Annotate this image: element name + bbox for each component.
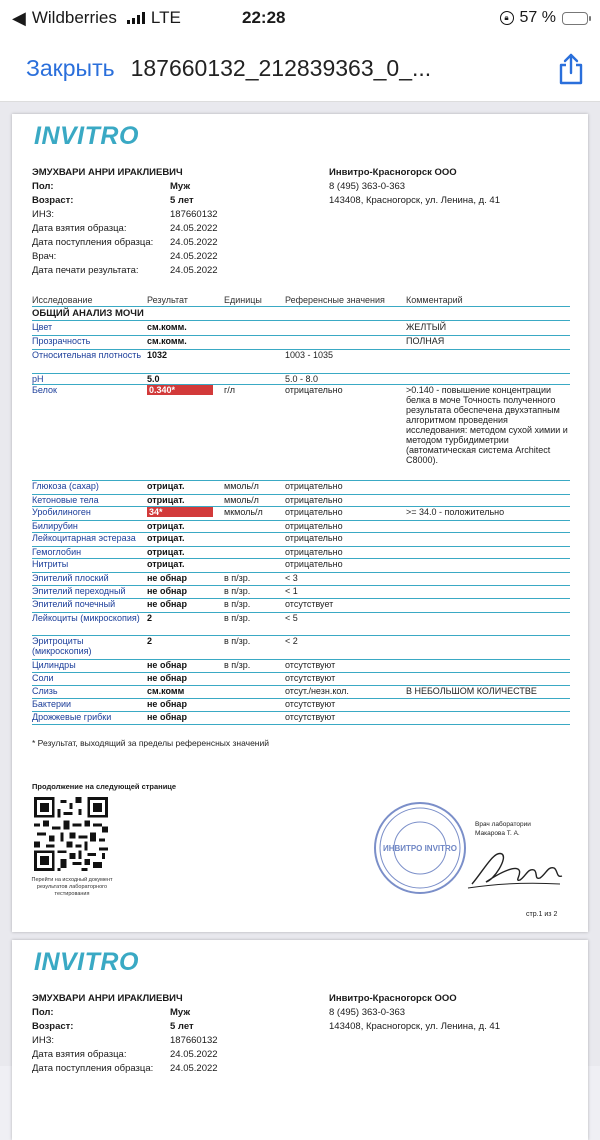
table-row xyxy=(32,385,570,481)
share-icon[interactable] xyxy=(556,52,586,86)
table-row xyxy=(32,559,570,573)
test-name: Лейкоциты (микроскопия) xyxy=(32,613,140,623)
test-name: Прозрачность xyxy=(32,336,91,346)
test-result: не обнар xyxy=(147,599,187,609)
patient-field xyxy=(32,1020,320,1034)
patient-field xyxy=(32,208,320,222)
lab-address: 143408, Красногорск, ул. Ленина, д. 41 xyxy=(329,195,500,206)
test-result: отрицат. xyxy=(147,521,185,531)
patient-field-label: ИНЗ: xyxy=(32,209,55,220)
col-header-result: Результат xyxy=(147,295,188,305)
document-title: 187660132_212839363_0_... xyxy=(130,55,432,81)
doctor-name: Макарова Т. А. xyxy=(475,830,520,837)
patient-field xyxy=(32,180,320,194)
patient-field-label: Возраст: xyxy=(32,195,74,206)
col-header-units: Единицы xyxy=(224,295,262,305)
close-button[interactable]: Закрыть xyxy=(26,55,115,81)
test-name: Эпителий почечный xyxy=(32,599,116,609)
patient-field-value: 24.05.2022 xyxy=(170,251,218,262)
table-row xyxy=(32,547,570,559)
test-name: Лейкоцитарная эстераза xyxy=(32,533,136,543)
patient-field-value: 5 лет xyxy=(170,1021,194,1032)
test-comment: >0.140 - повышение концентрации белка в моче Точность полученного результата обеспечена двухэтапным алгоритмом проведения исследования: методом сухой химии и методом турбидиметрии (автоматическая система Architect C8000). xyxy=(406,385,568,465)
table-row xyxy=(32,599,570,613)
test-reference: < 2 xyxy=(285,636,298,646)
footnote: * Результат, выходящий за пределы референсных значений xyxy=(32,738,269,748)
col-header-comment: Комментарий xyxy=(406,295,463,305)
test-result: 0.340* xyxy=(147,385,213,395)
stamp-text: ИНВИТРО INVITRO xyxy=(382,844,458,853)
test-name: Глюкоза (сахар) xyxy=(32,481,99,491)
patient-field-label: ИНЗ: xyxy=(32,1035,55,1046)
test-name: pH xyxy=(32,374,44,384)
test-reference: отрицательно xyxy=(285,521,343,531)
test-name: Соли xyxy=(32,673,54,683)
patient-field xyxy=(32,194,320,208)
test-name: Уробилиноген xyxy=(32,507,91,517)
network-label: LTE xyxy=(150,8,181,27)
test-reference: отсутствуют xyxy=(285,660,336,670)
patient-field-value: Муж xyxy=(170,1007,191,1018)
test-result: см.комм xyxy=(147,686,185,696)
test-result: 34* xyxy=(147,507,213,517)
table-row xyxy=(32,322,570,336)
invitro-logo: INVITRO xyxy=(34,122,139,150)
qr-caption: Перейти на исходный документ результатов лабораторного тестирования xyxy=(31,877,113,897)
test-reference: отсутствуют xyxy=(285,673,336,683)
test-reference: отсутствует xyxy=(285,599,334,609)
test-reference: отрицательно xyxy=(285,481,343,491)
patient-field-value: 24.05.2022 xyxy=(170,223,218,234)
back-to-app-icon[interactable]: ◀ xyxy=(12,7,26,28)
table-row xyxy=(32,660,570,673)
patient-field-label: Дата взятия образца: xyxy=(32,223,127,234)
patient-field xyxy=(32,264,320,278)
test-unit: в п/зр. xyxy=(224,586,251,596)
test-unit: г/л xyxy=(224,385,236,395)
table-row xyxy=(32,673,570,686)
navigation-bar xyxy=(0,36,600,102)
table-row xyxy=(32,573,570,586)
patient-field-label: Дата печати результата: xyxy=(32,265,139,276)
patient-field-value: 24.05.2022 xyxy=(170,237,218,248)
test-reference: < 5 xyxy=(285,613,298,623)
patient-field-label: Дата поступления образца: xyxy=(32,1063,154,1074)
patient-field-value: 24.05.2022 xyxy=(170,1063,218,1074)
table-row xyxy=(32,350,570,374)
lab-phone-page2: 8 (495) 363-0-363 xyxy=(329,1007,406,1018)
patient-name: ЭМУХВАРИ АНРИ ИРАКЛИЕВИЧ xyxy=(32,167,183,178)
test-result: не обнар xyxy=(147,673,187,683)
lab-name: Инвитро-Красногорск ООО xyxy=(329,167,457,178)
lab-stamp xyxy=(372,800,468,896)
test-comment: >= 34.0 - положительно xyxy=(406,507,505,517)
patient-field-value: 24.05.2022 xyxy=(170,265,218,276)
test-result: 1032 xyxy=(147,350,168,360)
test-unit: в п/зр. xyxy=(224,613,251,623)
test-result: см.комм. xyxy=(147,322,187,332)
battery-percent: 57 % xyxy=(519,9,556,26)
lab-address-page2: 143408, Красногорск, ул. Ленина, д. 41 xyxy=(329,1021,500,1032)
test-unit: ммоль/л xyxy=(224,495,259,505)
test-name: Эритроциты (микроскопия) xyxy=(32,636,92,656)
test-unit: в п/зр. xyxy=(224,599,251,609)
test-reference: отсут./незн.кол. xyxy=(285,686,349,696)
patient-name-page2: ЭМУХВАРИ АНРИ ИРАКЛИЕВИЧ xyxy=(32,993,183,1004)
patient-field xyxy=(32,222,320,236)
patient-field xyxy=(32,1048,320,1062)
test-result: не обнар xyxy=(147,573,187,583)
test-result: не обнар xyxy=(147,712,187,722)
test-result: отрицат. xyxy=(147,481,185,491)
table-row xyxy=(32,613,570,636)
test-reference: 5.0 - 8.0 xyxy=(285,374,319,384)
test-name: Цвет xyxy=(32,322,53,332)
lab-info-page2 xyxy=(329,992,500,1034)
test-comment: В НЕБОЛЬШОМ КОЛИЧЕСТВЕ xyxy=(406,686,537,696)
patient-field-label: Пол: xyxy=(32,181,54,192)
test-comment: ПОЛНАЯ xyxy=(406,336,445,346)
test-result: отрицат. xyxy=(147,547,185,557)
patient-field-label: Дата взятия образца: xyxy=(32,1049,127,1060)
test-name: Слизь xyxy=(32,686,58,696)
patient-field xyxy=(32,236,320,250)
lab-info xyxy=(329,166,500,208)
doctor-signature xyxy=(464,840,564,892)
test-reference: 1003 - 1035 xyxy=(285,350,334,360)
document-viewer[interactable] xyxy=(0,102,600,1074)
table-row xyxy=(32,533,570,547)
test-reference: отрицательно xyxy=(285,385,343,395)
document-page-2 xyxy=(12,940,588,1140)
patient-field-value: 187660132 xyxy=(170,209,218,220)
table-row xyxy=(32,586,570,599)
patient-field-value: 24.05.2022 xyxy=(170,1049,218,1060)
test-reference: отрицательно xyxy=(285,559,343,569)
status-right xyxy=(500,9,588,27)
table-row xyxy=(32,712,570,725)
test-unit: мкмоль/л xyxy=(224,507,263,517)
table-row xyxy=(32,374,570,385)
test-reference: отсутствуют xyxy=(285,712,336,722)
patient-field-value: 187660132 xyxy=(170,1035,218,1046)
test-reference: отрицательно xyxy=(285,547,343,557)
doctor-block xyxy=(475,820,531,838)
test-comment: ЖЕЛТЫЙ xyxy=(406,322,447,332)
test-name: Дрожжевые грибки xyxy=(32,712,112,722)
patient-field-label: Врач: xyxy=(32,251,57,262)
patient-info xyxy=(32,166,320,278)
patient-field-value: 5 лет xyxy=(170,195,194,206)
test-unit: в п/зр. xyxy=(224,660,251,670)
test-name: Гемоглобин xyxy=(32,547,82,557)
test-result: отрицат. xyxy=(147,559,185,569)
test-result: не обнар xyxy=(147,699,187,709)
patient-field xyxy=(32,250,320,264)
test-unit: в п/зр. xyxy=(224,636,251,646)
test-result: отрицат. xyxy=(147,495,185,505)
signal-icon xyxy=(127,12,145,24)
table-row xyxy=(32,521,570,533)
test-result: не обнар xyxy=(147,660,187,670)
test-result: 2 xyxy=(147,636,153,646)
test-name: Билирубин xyxy=(32,521,78,531)
orientation-lock-icon: 🔒︎ xyxy=(500,11,514,25)
battery-icon xyxy=(562,12,588,25)
continuation-note: Продолжение на следующей странице xyxy=(32,782,177,791)
test-name: Кетоновые тела xyxy=(32,495,99,505)
test-result: 5.0 xyxy=(147,374,160,384)
test-result: не обнар xyxy=(147,586,187,596)
patient-field-label: Пол: xyxy=(32,1007,54,1018)
table-row xyxy=(32,507,570,521)
patient-field xyxy=(32,1034,320,1048)
status-time: 22:28 xyxy=(242,8,286,27)
col-header-test: Исследование xyxy=(32,295,93,305)
table-row xyxy=(32,699,570,712)
test-reference: отсутствуют xyxy=(285,699,336,709)
test-unit: в п/зр. xyxy=(224,573,251,583)
test-name: Нитриты xyxy=(32,559,69,569)
patient-field-label: Возраст: xyxy=(32,1021,74,1032)
document-page-1 xyxy=(12,114,588,932)
table-header xyxy=(32,295,570,307)
lab-name-page2: Инвитро-Красногорск ООО xyxy=(329,993,457,1004)
section-title: ОБЩИЙ АНАЛИЗ МОЧИ xyxy=(32,308,570,321)
test-reference: отрицательно xyxy=(285,533,343,543)
test-name: Эпителий плоский xyxy=(32,573,109,583)
status-bar xyxy=(0,0,600,36)
test-result: 2 xyxy=(147,613,153,623)
test-name: Бактерии xyxy=(32,699,72,709)
test-unit: ммоль/л xyxy=(224,481,259,491)
test-reference: отрицательно xyxy=(285,507,343,517)
test-name: Цилиндры xyxy=(32,660,76,670)
test-name: Белок xyxy=(32,385,57,395)
lab-phone: 8 (495) 363-0-363 xyxy=(329,181,406,192)
test-reference: отрицательно xyxy=(285,495,343,505)
test-reference: < 1 xyxy=(285,586,298,596)
status-left xyxy=(12,8,242,29)
table-row xyxy=(32,481,570,495)
test-result: отрицат. xyxy=(147,533,185,543)
page-number: стр.1 из 2 xyxy=(526,911,558,918)
col-header-reference: Референсные значения xyxy=(285,295,385,305)
table-row xyxy=(32,495,570,507)
table-row xyxy=(32,686,570,699)
test-name: Эпителий переходный xyxy=(32,586,126,596)
patient-field-label: Дата поступления образца: xyxy=(32,237,154,248)
table-row xyxy=(32,636,570,660)
qr-code[interactable] xyxy=(34,797,108,871)
test-reference: < 3 xyxy=(285,573,298,583)
patient-field-value: Муж xyxy=(170,181,191,192)
patient-field xyxy=(32,1062,320,1076)
patient-info-page2 xyxy=(32,992,320,1076)
test-result: см.комм. xyxy=(147,336,187,346)
invitro-logo-page2: INVITRO xyxy=(34,948,139,976)
back-app-label[interactable]: Wildberries xyxy=(31,8,117,27)
test-name: Относительная плотность xyxy=(32,350,142,360)
doctor-title: Врач лаборатории xyxy=(475,821,531,828)
table-row xyxy=(32,336,570,350)
patient-field xyxy=(32,1006,320,1020)
